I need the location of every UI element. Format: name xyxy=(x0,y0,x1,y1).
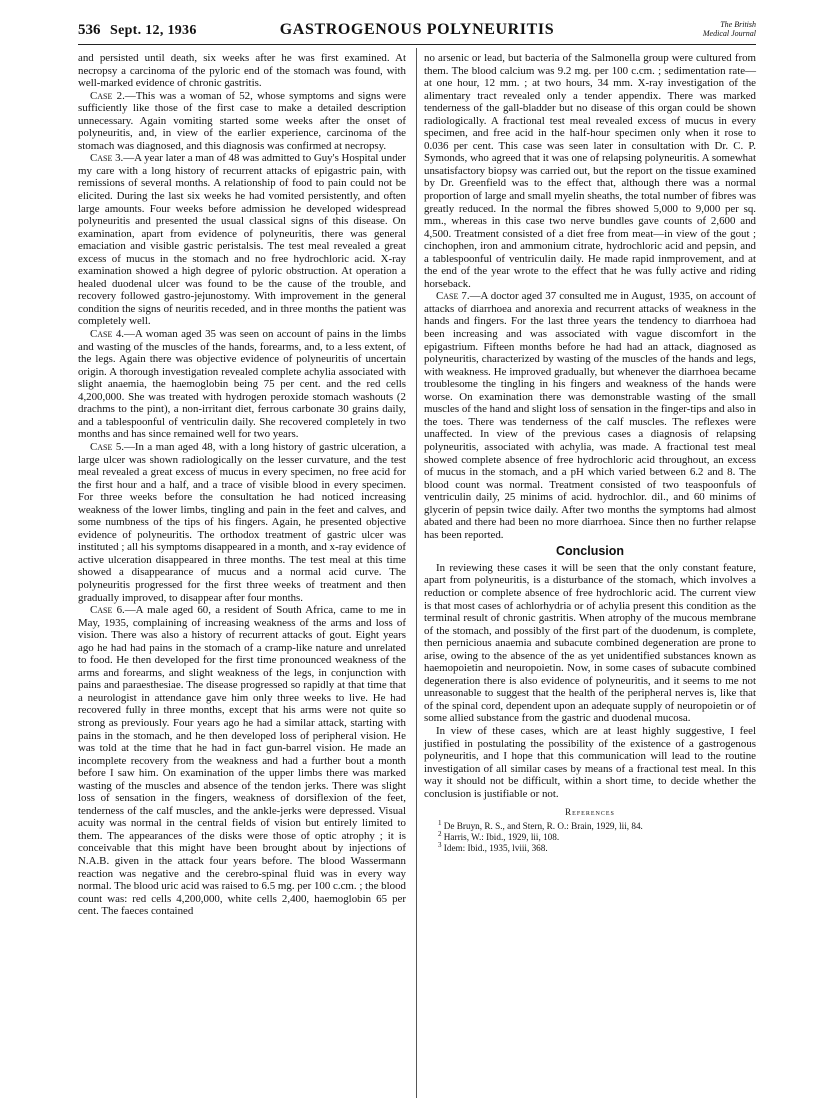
conclusion-paragraph: In reviewing these cases it will be seen that the only constant feature, apart from polyneuritis, is a disturbance of the stomach, which involves a reduction or complete absence of free hydrochloric acid. The current view is that most cases of achlorhydria or of achylia present this condition as the terminal result of chronic gastritis. When atrophy of the mucous membrane of the stomach, and possibly of the first part of the duodenum, is complete, then pernicious anaemia and subacute combined degeneration are prone to arise, owing to the absence of the as yet unidentified substances known as haemopoietin and neuropoietin. Now, in some cases of subacute combined degeneration there is also evidence of polyneuritis, and it seems to me not unreasonable to suggest that the health of the peripheral nerves is, like that of the spinal cord, dependent upon an adequate supply of neuropoietin or of some allied substance from the gastric and duodenal mucosa. xyxy=(424,561,756,725)
case-paragraph: Case 2.—This was a woman of 52, whose symptoms and signs were sufficiently like those of the first case to make a detailed description unnecessary. Again vomiting started some weeks after the onset of polyneuritis, and, in view of the earlier experience, carcinoma of the stomach was diagnosed, and this diagnosis was confirmed at necropsy. xyxy=(78,89,406,152)
case-paragraph: Case 3.—A year later a man of 48 was admitted to Guy's Hospital under my care with a long history of recurrent attacks of epigastric pain, with remissions of several months. A relationship of food to pain could not be elicited. During the last six weeks he had vomited persistently, and often large amounts. Four weeks before admission he developed widespread polyneuritis and presented the usual classical signs of this disease. On examination, apart from evidence of polyneuritis, there was general emaciation and visible gastric peristalsis. The test meal revealed a great excess of mucus in the stomach and no free hydrochloric acid. X-ray examination showed a high degree of pyloric obstruction. At operation a healed duodenal ulcer was found to be the cause of the trouble, and recovery followed gastro-jejunostomy. With improvement in the general condition the signs of neuritis receded, and in three months the patient was completely well. xyxy=(78,152,406,328)
issue-date: Sept. 12, 1936 xyxy=(110,23,197,38)
reference-text: Idem: Ibid., 1935, lviii, 368. xyxy=(443,842,548,853)
reference-number: 3 xyxy=(438,840,442,849)
journal-line-2: Medical Journal xyxy=(702,29,756,38)
header-rule xyxy=(78,44,756,45)
case-paragraph: Case 6.—A male aged 60, a resident of South Africa, came to me in May, 1935, complaining of increasing weakness of the arms and loss of vision. There was also a history of recurrent attacks of gout. Eight years ago he had had pains in the stomach of a cramp-like nature and unrelated to food. He then developed for the first time pronounced weakness of the arms and forearms, and slight weakness of the legs, in conjunction with pains and paraesthesiae. The disease progressed so rapidly at that time that a neurologist in attendance gave him only three weeks to live. He had recovered fully in three months, except that his arms were not quite so strong as previously. Four years ago he had a similar attack, starting with pains in the stomach, and he then developed loss of peripheral vision. He was told at the time that he had in fact gun-barrel vision. He made an incomplete recovery from the weakness and had a further bout a month before I saw him. On examination of the upper limbs there was marked wasting of the muscles and absence of the tendon jerks. There was slight loss of sensation in the fingers, weakness of dorsiflexion of the feet, tenderness of the calf muscles, and the ankle-jerks were depressed. Visual acuity was normal in the central fields of vision but entirely limited to them. The appearances of the disks were those of optic atrophy ; it is conceivable that this might have been brought about by injections of N.A.B. given in the attack four years before. The blood Wassermann reaction was negative and the cerebro-spinal fluid was in every way normal. The blood uric acid was raised to 6.5 mg. per 100 c.cm. ; the blood count was: red cells 4,200,000, white cells 2,400, haemoglobin 65 per cent. The faeces contained xyxy=(78,604,406,918)
reference-item xyxy=(424,818,756,832)
conclusion-paragraph: In view of these cases, which are at least highly suggestive, I feel justified in postulating the possibility of the existence of a gastrogenous polyneuritis, and I hope that this communication will lead to the routine investigation of all similar cases by means of a fractional test meal. In this way it should not be difficult, within a short time, to decide whether the conclusion is justifiable or not. xyxy=(424,724,756,800)
reference-number: 1 xyxy=(438,818,442,827)
case-label: Case 7. xyxy=(436,290,470,303)
journal-name xyxy=(703,20,756,38)
left-column xyxy=(78,52,406,918)
references-list xyxy=(424,818,756,854)
journal-line-1: The British xyxy=(720,20,756,29)
reference-text: De Bruyn, R. S., and Stern, R. O.: Brain, 1929, lii, 84. xyxy=(443,820,643,831)
page-header xyxy=(78,20,756,44)
reference-number: 2 xyxy=(438,829,442,838)
case-paragraph: Case 4.—A woman aged 35 was seen on account of pains in the limbs and wasting of the muscles of the hands, forearms, and, to a less extent, of the legs. Again there was objective evidence of polyneuritis of uncertain origin. A thorough investigation revealed complete achylia associated with slight anaemia, the haemoglobin being 75 per cent. and the red cells 4,200,000. She was treated with hydrogen peroxide stomach washouts (2 drachms to the pint), a non-irritant diet, ferrous carbonate 30 grains daily, and a tablespoonful of ventriculin daily. She recovered completely in two months and has since remained well for two years. xyxy=(78,328,406,441)
case-text: In a man aged 48, with a long history of gastric ulceration, a large ulcer was shown radiologically on the lesser curvature, and the test meal revealed a great excess of mucus in every specimen, no free acid for the first hour and a half, and a trace of visible blood in every specimen. For three weeks before the consultation he had noticed increasing weakness of the lower limbs, tingling and pain in the feet and calves, and some numbness of the tips of his fingers. Again, he presented objective evidence of polyneuritis. The orthodox treatment of gastric ulcer was instituted ; all his symptoms disappeared in a month, and x-ray evidence of active ulceration disappeared in three months. The test meal at this time showed a disappearance of mucus and a normal acid curve. The polyneuritis progressed for the first three weeks of treatment and then gradually improved, to disappear after four months. xyxy=(78,440,406,604)
case-text: A male aged 60, a resident of South Africa, came to me in May, 1935, complaining of increasing weakness of the arms and loss of vision. There was also a history of recurrent attacks of gout. Eight years ago he had had pains in the stomach of a cramp-like nature and unrelated to food. He then developed for the first time pronounced weakness of the arms and forearms, and slight weakness of the legs, in conjunction with pains and paraesthesiae. The disease progressed so rapidly at that time that a neurologist in attendance gave him only three weeks to live. He had recovered fully in three months, except that his arms were not quite so strong as previously. Four years ago he had a similar attack, starting with pains in the stomach, and he then developed loss of peripheral vision. He was told at the time that he had in fact gun-barrel vision. He made an incomplete recovery from the weakness and had a further bout a month before I saw him. On examination of the upper limbs there was marked wasting of the muscles and absence of the tendon jerks. There was slight loss of sensation in the fingers, weakness of dorsiflexion of the feet, tenderness of the calf muscles, and the ankle-jerks were depressed. Visual acuity was normal in the central fields of vision but entirely limited to them. The appearances of the disks were those of optic atrophy ; it is conceivable that this might have been brought about by injections of N.A.B. given in the attack four years before. The blood Wassermann reaction was negative and the cerebro-spinal fluid was in every way normal. The blood uric acid was raised to 6.5 mg. per 100 c.cm. ; the blood count was: red cells 4,200,000, white cells 2,400, haemoglobin 65 per cent. The faeces contained xyxy=(78,604,406,918)
case-label: Case 2. xyxy=(90,89,125,102)
reference-item xyxy=(424,840,756,854)
case-paragraph: Case 5.—In a man aged 48, with a long history of gastric ulceration, a large ulcer was shown radiologically on the lesser curvature, and the test meal revealed a great excess of mucus in every specimen, no free acid for the first hour and a half, and a trace of visible blood in every specimen. For three weeks before the consultation he had noticed increasing weakness of the lower limbs, tingling and pain in the feet and calves, and some numbness of the tips of his fingers. Again, he presented objective evidence of polyneuritis. The orthodox treatment of gastric ulcer was instituted ; all his symptoms disappeared in a month, and x-ray evidence of active ulceration disappeared in three months. The test meal at this time showed a disappearance of mucus and a normal acid curve. The polyneuritis progressed for the first three weeks of treatment and then gradually improved, to disappear after four months. xyxy=(78,440,406,604)
column-divider xyxy=(416,48,417,1098)
paragraph: no arsenic or lead, but bacteria of the Salmonella group were cultured from them. The blood calcium was 9.2 mg. per 100 c.cm. ; sedimentation rate—at one hour, 12 mm. ; at two hours, 34 mm. X-ray investigation of the alimentary tract revealed only a tender appendix. There was marked tenderness of the gall-bladder but no disease of this organ could be shown radiologically. A fractional test meal revealed excess of mucus in every specimen, and free acid in the half-hour specimen only when it rose to 0.036 per cent. This case was seen later in consultation with Dr. C. P. Symonds, who agreed that it was one of relapsing polyneuritis. A somewhat unsatisfactory biopsy was carried out, but the report on the tissue examined by Dr. Greenfield was to the effect that, although there was a normal proportion of large and small myelin sheaths, the total number of fibres was greatly reduced. In the normal the fibres showed 5,000 to 9,000 per sq. mm., whereas in this case two nerve bundles gave counts of 2,600 and 4,500. Treatment consisted of a diet free from meat—in view of the gout ; cinchophen, iron and ammonium citrate, hydrochloric acid and pepsin, and a tablespoonful of ventriculin daily. He made rapid inmprovement, and at the end of the year wrote to the effect that he was fully active and riding horseback. xyxy=(424,52,756,290)
references-heading: References xyxy=(565,807,615,818)
page-number: 536 xyxy=(78,22,101,38)
case-label: Case 4. xyxy=(90,328,124,341)
case-label: Case 5. xyxy=(90,440,124,453)
case-text: A year later a man of 48 was admitted to Guy's Hospital under my care with a long history of recurrent attacks of epigastric pain, with remissions of several months. A relationship of food to pain could not be elicited. During the last six weeks he had vomited persistently, and often large amounts. Four weeks before admission he developed widespread polyneuritis and presented the usual classical signs of this disease. On examination, apart from evidence of polyneuritis, there was general emaciation and visible gastric peristalsis. The test meal revealed a great excess of mucus in the stomach and no free hydrochloric acid. X-ray examination showed a high degree of pyloric obstruction. At operation a healed duodenal ulcer was found to be the cause of the trouble, and recovery followed gastro-jejunostomy. With improvement in the general condition the signs of neuritis receded, and in three months the patient was completely well. xyxy=(78,152,406,328)
conclusion-heading: Conclusion xyxy=(555,544,625,559)
case-label: Case 3. xyxy=(90,152,124,165)
case-text: A doctor aged 37 consulted me in August, 1935, on account of attacks of diarrhoea and anorexia and recurrent attacks of weakness in the hands and fingers. For the last three years the tendency to diarrhoea had been increasing and was associated with vague discomfort in the epigastrium. Fifteen months before he had had an attack, diagnosed as polyneuritis, characterized by wasting of the muscles of the hands and legs, with weakness. He improved gradually, but whenever the diarrhoea became troublesome the tingling in his fingers and weakness of the hands were worse. On examination there was demonstrable wasting of the small muscles of the hand and slight loss of sensation in the finger-tips and also in the toes. There was tenderness of the calf muscles. The reflexes were unaffected. In view of the previous cases a diagnosis of relapsing polyneuritis, associated with achylia, was made. A fractional test meal showed complete absence of free hydrochloric acid throughout, an excess of mucus in the stomach, and a pH which varied between 6.2 and 8. The blood count was normal. Treatment consisted of two teaspoonfuls of ventriculin daily, 25 minims of acid. hydrochlor. dil., and 60 minims of glycerin of pepsin twice daily. After two months the symptoms had almost abated and there had been no more diarrhoea. Since then no further relapse has been reported. xyxy=(424,290,756,541)
running-title: GASTROGENOUS POLYNEURITIS xyxy=(279,21,555,38)
reference-text: Harris, W.: Ibid., 1929, lii, 108. xyxy=(443,831,560,842)
paragraph: and persisted until death, six weeks after he was first examined. At necropsy a carcinoma of the pyloric end of the stomach was found, with well-marked evidence of chronic gastritis. xyxy=(78,52,406,90)
case-text: This was a woman of 52, whose symptoms and signs were sufficiently like those of the first case to make a detailed description unnecessary. Again vomiting started some weeks after the onset of polyneuritis, and, in view of the earlier experience, carcinoma of the stomach was diagnosed, and this diagnosis was confirmed at necropsy. xyxy=(78,89,406,152)
case-label: Case 6. xyxy=(90,604,125,617)
case-paragraph: Case 7.—A doctor aged 37 consulted me in August, 1935, on account of attacks of diarrhoea and anorexia and recurrent attacks of weakness in the hands and fingers. For the last three years the tendency to diarrhoea had been increasing and was associated with vague discomfort in the epigastrium. Fifteen months before he had had an attack, diagnosed as polyneuritis, characterized by wasting of the muscles of the hands and legs, with weakness. He improved gradually, but whenever the diarrhoea became troublesome the tingling in his fingers and weakness of the hands were worse. On examination there was demonstrable wasting of the small muscles of the hand and slight loss of sensation in the finger-tips and also in the toes. There was tenderness of the calf muscles. The reflexes were unaffected. In view of the previous cases a diagnosis of relapsing polyneuritis, associated with achylia, was made. A fractional test meal showed complete absence of free hydrochloric acid throughout, an excess of mucus in the stomach, and a pH which varied between 6.2 and 8. The blood count was normal. Treatment consisted of two teaspoonfuls of ventriculin daily, 25 minims of acid. hydrochlor. dil., and 60 minims of glycerin of pepsin twice daily. After two months the symptoms had almost abated and there had been no more diarrhoea. Since then no further relapse has been reported. xyxy=(424,290,756,541)
case-text: A woman aged 35 was seen on account of pains in the limbs and wasting of the muscles of the hands, forearms, and, to a less extent, of the legs. Again there was objective evidence of polyneuritis of uncertain origin. A thorough investigation revealed complete achylia associated with slight anaemia, the haemoglobin being 75 per cent. and the red cells 4,200,000. She was treated with hydrogen peroxide stomach washouts (2 drachms to the pint), a non-irritant diet, ferrous carbonate 30 grains daily, and a tablespoonful of ventriculin daily. She recovered completely in two months and has since remained well for two years. xyxy=(78,328,406,441)
right-column xyxy=(424,52,756,854)
reference-item xyxy=(424,829,756,843)
